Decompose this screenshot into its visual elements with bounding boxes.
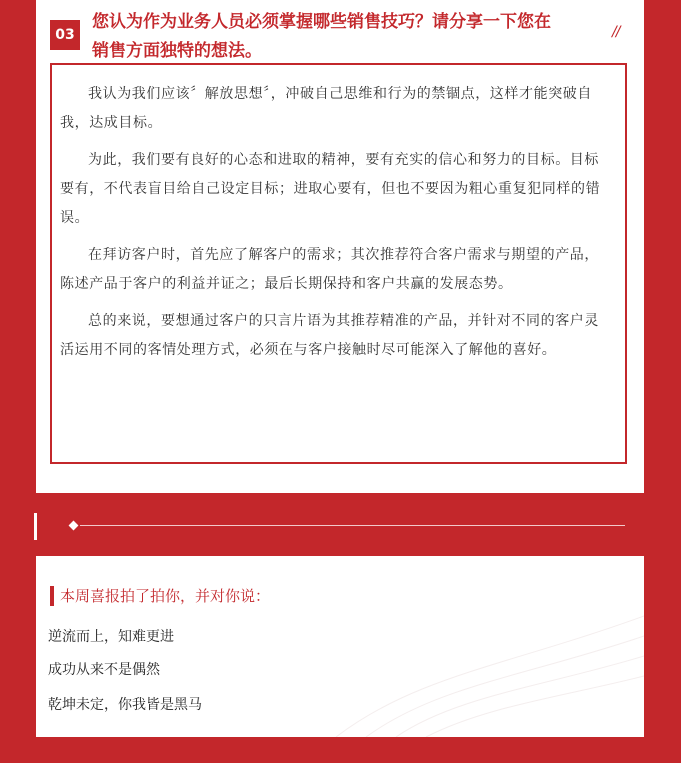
closing-line-1: 逆流而上，知难更进 — [48, 629, 174, 645]
section-number-badge: 03 — [50, 20, 80, 50]
answer-paragraph-3: 在拜访客户时，首先应了解客户的需求；其次推荐符合客户需求与期望的产品，陈述产品于客户的利益并证之；最后长期保持和客户共赢的发展态势。 — [60, 247, 599, 292]
divider-bar — [34, 513, 37, 540]
closing-card — [36, 556, 644, 737]
decorative-slashes: // — [612, 24, 620, 40]
closing-line-2: 成功从来不是偶然 — [48, 662, 160, 678]
closing-title: 本周喜报拍了拍你，并对你说： — [60, 587, 271, 605]
question-heading: 您认为作为业务人员必须掌握哪些销售技巧？请分享一下您在 销售方面独特的想法。 — [92, 12, 551, 61]
answer-paragraph-1: 我认为我们应该〞解放思想〞，冲破自己思维和行为的禁锢点，这样才能突破自我，达成目标。 — [60, 86, 592, 131]
closing-title-bar — [50, 586, 54, 606]
closing-line-3: 乾坤未定，你我皆是黑马 — [48, 697, 202, 713]
answer-paragraph-4: 总的来说，要想通过客户的只言片语为其推荐精准的产品，并针对不同的客户灵活运用不同的客情处理方式，必须在与客户接触时尽可能深入了解他的喜好。 — [60, 313, 599, 358]
divider-line — [80, 525, 625, 526]
divider-diamond-icon — [69, 521, 79, 531]
answer-box — [50, 63, 627, 464]
answer-paragraph-2: 为此，我们要有良好的心态和进取的精神，要有充实的信心和努力的目标。目标要有，不代表盲目给自己设定目标；进取心要有，但也不要因为粗心重复犯同样的错误。 — [60, 152, 601, 226]
